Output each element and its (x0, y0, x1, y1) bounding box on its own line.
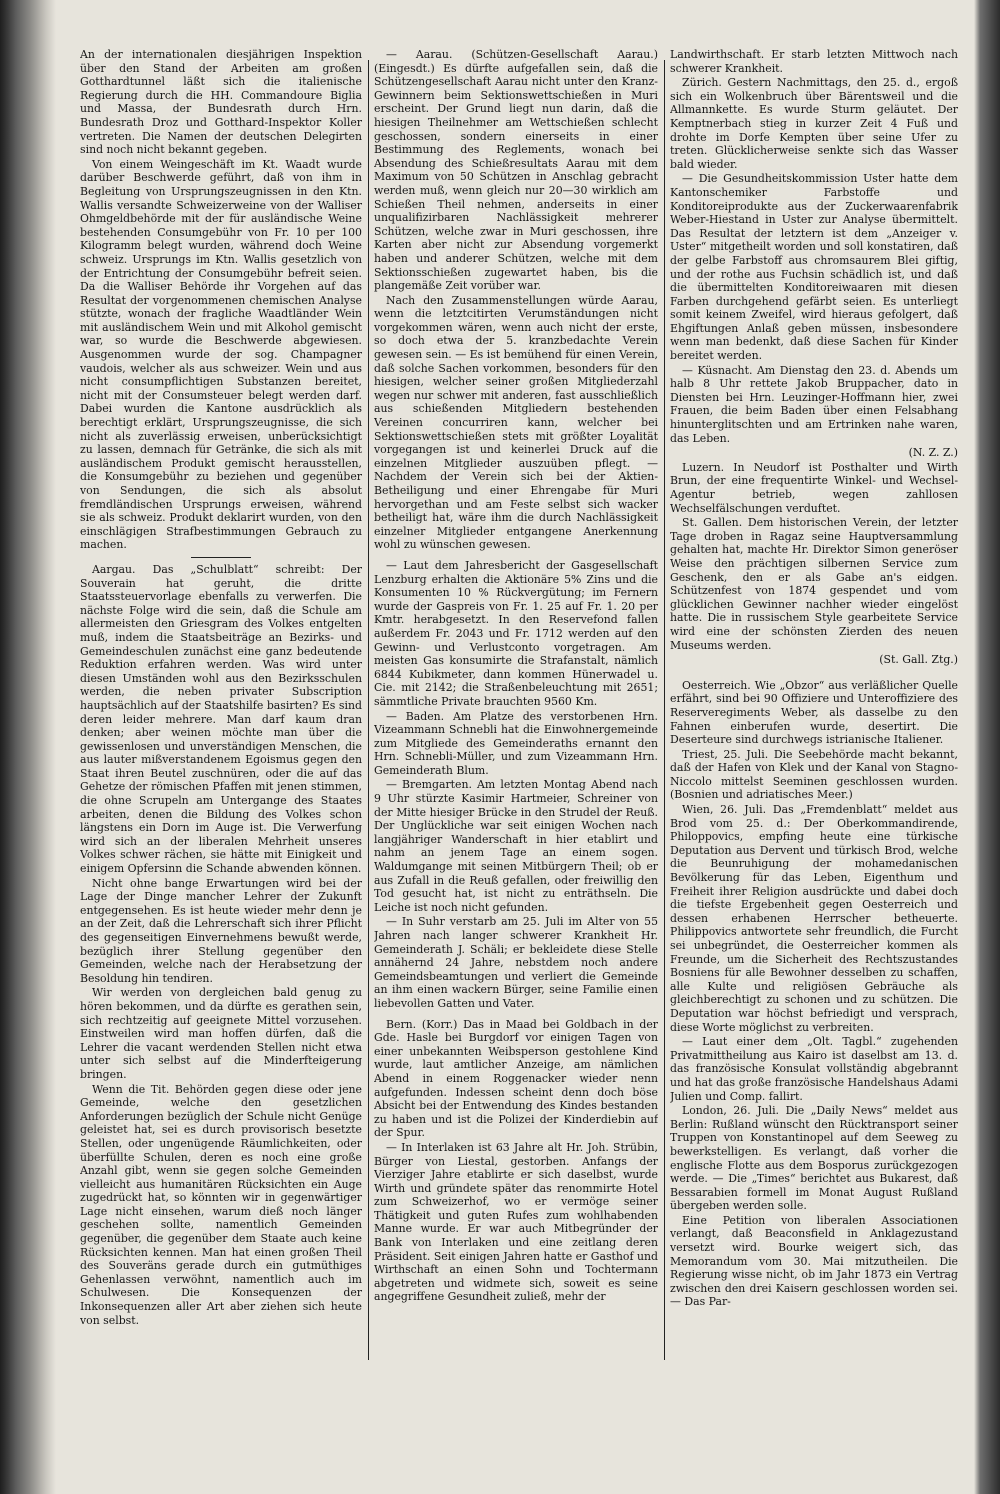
article-paragraph: Von einem Weingeschäft im Kt. Waadt wurde darüber Beschwerde geführt, daß von ihm in Begleitung von Ursprungszeugnissen in den Ktn. Wallis versandte Schweizerweine von der Walliser Ohmgeldbehörde mit der für ausländische Weine bestehenden Consumgebühr von Fr. 10 per 100 Kilogramm belegt wurden, während doch Weine schweiz. Ursprungs im Ktn. Wallis gesetzlich von der Entrichtung der Consumgebühr befreit seien. Da die Walliser Behörde ihr Vorgehen auf das Resultat der vorgenommenen chemischen Analyse stützte, wonach der fragliche Waadtländer Wein mit ausländischem Wein und mit Alkohol gemischt war, so wurde die Beschwerde abgewiesen. Ausgenommen wurde der sog. Champagner vaudois, welcher als aus schweizer. Wein und aus nicht consumpflichtigen Substanzen bereitet, nicht mit der Consumsteuer belegt werden darf. Dabei wurden die Kantone ausdrücklich als berechtigt erklärt, Ursprungszeugnisse, die sich nicht als zuverlässig erweisen, unberücksichtigt zu lassen, demnach für Getränke, die sich als mit ausländischem Produkt gemischt herausstellen, die Konsumgebühr zu beziehen und gegenüber von Sendungen, die sich als absolut fremdländischen Ursprungs erweisen, während sie als schweiz. Produkt deklarirt wurden, von den einschlägigen Strafbestimmungen Gebrauch zu machen. (80, 157, 362, 552)
separator-line (191, 557, 251, 558)
article-paragraph: — Aarau. (Schützen-Gesellschaft Aarau.) (Eingesdt.) Es dürfte aufgefallen sein, daß die Schützengesellschaft Aarau nicht unter den Kranz-Gewinnern beim Sektionswettschießen in Muri erscheint. Der Grund liegt nun darin, daß die hiesigen Theilnehmer am Wettschießen schlecht geschossen, sondern einerseits in einer Bestimmung des Reglements, wonach bei Absendung des Schießresultats Aarau mit dem Maximum von 50 Schützen in Anschlag gebracht werden muß, wenn gleich nur 20—30 wirklich am Schießen Theil nehmen, anderseits in einer unqualifizirbaren Nachlässigkeit mehrerer Schützen, welche zwar in Muri geschossen, ihre Karten aber nicht zur Absendung vorgemerkt haben und anderer Schützen, welche mit dem Sektionsschießen zugewartet haben, bis die plangemäße Zeit vorüber war. (374, 48, 658, 293)
article-paragraph: Wir werden von dergleichen bald genug zu hören bekommen, und da dürfte es gerathen sein, sich rechtzeitig auf geeignete Mittel vorzusehen. Einstweilen wird man hoffen dürfen, daß die Lehrer die vacant werdenden Stellen nicht etwa unter sich selbst auf die Minderfteigerung bringen. (80, 986, 362, 1081)
source-credit: (St. Gall. Ztg.) (879, 653, 958, 667)
column-3 (670, 48, 958, 1378)
binding-shadow (0, 0, 56, 1494)
article-paragraph: — Baden. Am Platze des verstorbenen Hrn. Vizeammann Schnebli hat die Einwohnergemeinde zum Mitgliede des Gemeinderaths ernannt den Hrn. Schnebli-Müller, und zum Vizeammann Hrn. Gemeinderath Blum. (374, 709, 658, 777)
article-paragraph: Zürich. Gestern Nachmittags, den 25. d., ergoß sich ein Wolkenbruch über Bärentsweil und die Allmannkette. Es wurde Sturm geläutet. Der Kemptnerbach stieg in kurzer Zeit 4 Fuß und drohte im Dorfe Kempten über seine Ufer zu treten. Glücklicherweise senkte sich das Wasser bald wieder. (670, 76, 958, 171)
article-paragraph: — Die Gesundheitskommission Uster hatte dem Kantonschemiker Farbstoffe und Konditoreiprodukte aus der Zuckerwaarenfabrik Weber-Hiestand in Uster zur Analyse übermittelt. Das Resultat der letztern ist dem „Anzeiger v. Uster“ mitgetheilt worden und soll konstatiren, daß der gelbe Farbstoff aus chromsaurem Blei giftig, und der rothe aus Fuchsin schädlich ist, und daß die übermittelten Konditoreiwaaren mit diesen Farben durchgehend gefärbt seien. Es unterliegt somit keinem Zweifel, wird hieraus gefolgert, daß Ehgiftungen Anlaß geben müssen, insbesondere wenn man bedenkt, daß diese Sachen für Kinder bereitet werden. (670, 172, 958, 363)
article-paragraph: — Küsnacht. Am Dienstag den 23. d. Abends um halb 8 Uhr rettete Jakob Bruppacher, dato in Diensten bei Hrn. Leuzinger-Hoffmann hier, zwei Frauen, die beim Baden über einen Felsabhang hinunterglitschten und am Ertrinken nahe waren, das Leben. (670, 363, 958, 445)
article-paragraph: Nach den Zusammenstellungen würde Aarau, wenn die letztcitirten Verumständungen nicht vorgekommen wären, wenn auch nicht der erste, so doch etwa der 5. kranzbedachte Verein gewesen sein. — Es ist bemühend für einen Verein, daß solche Sachen vorkommen, besonders für den hiesigen, welcher seiner großen Mitgliederzahl wegen nur schwer mit anderen, fast ausschließlich aus schießenden Mitgliedern bestehenden Vereinen concurriren kann, welcher bei Sektionswettschießen stets mit größter Loyalität vorgegangen ist und keinerlei Druck auf die einzelnen Mitglieder auszuüben pflegt. — Nachdem der Verein sich bei der Aktien-Betheiligung und einer Ehrengabe für Muri hervorgethan und am Feste selbst sich wacker betheiligt hat, wäre ihm die durch Nachlässigkeit einzelner Mitglieder entgangene Anerkennung wohl zu wünschen gewesen. (374, 293, 658, 552)
article-paragraph: — Laut dem Jahresbericht der Gasgesellschaft Lenzburg erhalten die Aktionäre 5% Zins und die Konsumenten 10 % Rückvergütung; im Fernern wurde der Gaspreis von Fr. 1. 25 auf Fr. 1. 20 per Kmtr. herabgesetzt. In den Reservefond fallen außerdem Fr. 2043 und Fr. 1712 werden auf den Gewinn- und Verlustconto vorgetragen. Am meisten Gas konsumirte die Strafanstalt, nämlich 6844 Kubikmeter, dann kommen Hünerwadel u. Cie. mit 2142; die Straßenbeleuchtung mit 2651; sämmtliche Private brauchten 9560 Km. (374, 558, 658, 708)
column-rule (664, 60, 665, 1360)
page-edge (974, 0, 1000, 1494)
column-2 (374, 48, 658, 1378)
article-paragraph: Eine Petition von liberalen Associationen verlangt, daß Beaconsfield in Anklagezustand versetzt wird. Bourke weigert sich, das Memorandum vom 30. Mai mitzutheilen. Die Regierung wisse nicht, ob im Jahr 1873 ein Vertrag zwischen den drei Kaisern geschlossen worden sei. — Das Par- (670, 1213, 958, 1309)
article-paragraph: Triest, 25. Juli. Die Seebehörde macht bekannt, daß der Hafen von Klek und der Kanal von Stagno-Niccolo mittelst Seeminen geschlossen wurden. (Bosnien und adriatisches Meer.) (670, 747, 958, 802)
article-paragraph: — In Suhr verstarb am 25. Juli im Alter von 55 Jahren nach langer schwerer Krankheit Hr. Gemeinderath J. Schäli; er bekleidete diese Stelle annähernd 24 Jahre, nebstdem noch andere Gemeindsbeamtungen und verliert die Gemeinde an ihm einen wackern Bürger, seine Familie einen liebevollen Gatten und Vater. (374, 915, 658, 1010)
article-paragraph: Aargau. Das „Schulblatt“ schreibt: Der Souverain hat geruht, die dritte Staatssteuervorlage ebenfalls zu verwerfen. Die nächste Folge wird die sein, daß die Schule am allermeisten den Griesgram des Volkes entgelten muß, indem die Staatsbeiträge an Bezirks- und Gemeindeschulen zunächst eine ganz bedeutende Reduktion erfahren werden. Was wird unter diesen Umständen wohl aus den Bezirksschulen werden, die neben privater Subscription hauptsächlich auf der Staatshilfe basirten? Es sind deren leider mehrere. Man darf kaum dran denken; aber weinen möchte man über die gewissenlosen und unverständigen Menschen, die aus lauter mißverstandenem Egoismus gegen den Staat ihren Beutel zuschnüren, oder die auf das Gehetze der römischen Pfaffen mit jenen stimmen, die ohne Scrupeln am Untergange des Staates arbeiten, denen die Bildung des Volkes schon längstens ein Dorn im Auge ist. Die Verwerfung wird sich an der liberalen Mehrheit unseres Volkes schwer rächen, sie hätte mit Einigkeit und einigem Opfersinn die Schande abwenden können. (80, 562, 362, 876)
article-paragraph: Bern. (Korr.) Das in Maad bei Goldbach in der Gde. Hasle bei Burgdorf vor einigen Tagen von einer unbekannten Weibsperson gestohlene Kind wurde, laut amtlicher Anzeige, am nämlichen Abend in einem Roggenacker wieder nenn aufgefunden. Indessen scheint denn doch böse Absicht bei der Entwendung des Kindes bestanden zu haben und ist die Polizei der Kinderdiebin auf der Spur. (374, 1017, 658, 1140)
article-paragraph: — Laut einer dem „Olt. Tagbl.“ zugehenden Privatmittheilung aus Kairo ist daselbst am 13. d. das französische Konsulat vollständig abgebrannt und hat das große französische Handelshaus Adami Julien und Comp. fallirt. (670, 1035, 958, 1103)
source-credit: (N. Z. Z.) (908, 446, 958, 460)
article-paragraph: Landwirthschaft. Er starb letzten Mittwoch nach schwerer Krankheit. (670, 48, 958, 75)
article-paragraph: — In Interlaken ist 63 Jahre alt Hr. Joh. Strübin, Bürger von Liestal, gestorben. Anfangs der Vierziger Jahre etablirte er sich daselbst, wurde Wirth und gründete später das renommirte Hotel zum Schweizerhof, wo er vermöge seiner Thätigkeit und guten Rufes zum wohlhabenden Manne wurde. Er war auch Mitbegründer der Bank von Interlaken und eine zeitlang deren Präsident. Seit einigen Jahren hatte er Gasthof und Wirthschaft an einen Sohn und Tochtermann abgetreten und widmete sich, soweit es seine angegriffene Gesundheit zuließ, mehr der (374, 1140, 658, 1304)
article-paragraph: An der internationalen diesjährigen Inspektion über den Stand der Arbeiten am großen Gotthardtunnel läßt sich die italienische Regierung durch die HH. Commandoure Biglia und Massa, der Bundesrath durch Hrn. Bundesrath Droz und Gotthard-Inspektor Koller vertreten. Die Namen der deutschen Delegirten sind noch nicht bekannt gegeben. (80, 48, 362, 157)
article-paragraph: Nicht ohne bange Erwartungen wird bei der Lage der Dinge mancher Lehrer der Zukunft entgegensehen. Es ist heute wieder mehr denn je an der Zeit, daß die Lehrerschaft sich ihrer Pflicht des gegenseitigen Einvernehmens bewußt werde, bezüglich ihrer Stellung gegenüber den Gemeinden, welche nach der Herabsetzung der Besoldung hin tendiren. (80, 876, 362, 985)
article-paragraph: — Bremgarten. Am letzten Montag Abend nach 9 Uhr stürzte Kasimir Hartmeier, Schreiner von der Mitte hiesiger Brücke in den Strudel der Reuß. Der Unglückliche war seit einigen Wochen nach langjähriger Wanderschaft in hier etablirt und nahm an jenem Tage an einem sogen. Waldumgange mit seinen Mitbürgern Theil; ob er aus Zufall in die Reuß gefallen, oder freiwillig den Tod gesucht hat, ist nicht zu enträthseln. Die Leiche ist noch nicht gefunden. (374, 778, 658, 914)
article-paragraph: Wenn die Tit. Behörden gegen diese oder jene Gemeinde, welche den gesetzlichen Anforderungen bezüglich der Schule nicht Genüge geleistet hat, sei es durch provisorisch besetzte Stellen, oder ungenügende Räumlichkeiten, oder überfüllte Schulen, deren es noch eine große Anzahl gibt, wenn sie gegen solche Gemeinden vielleicht aus humanitären Rücksichten ein Auge zugedrückt hat, so könnten wir in gegenwärtiger Lage nicht einsehen, warum dieß noch länger geschehen sollte, namentlich Gemeinden gegenüber, die gegenüber dem Staate auch keine Rücksichten kennen. Man hat einen großen Theil des Souveräns gerade durch ein gutmüthiges Gehenlassen verwöhnt, namentlich auch im Schulwesen. Die Konsequenzen der Inkonsequenzen aller Art aber ziehen sich heute von selbst. (80, 1082, 362, 1327)
article-paragraph: Wien, 26. Juli. Das „Fremdenblatt“ meldet aus Brod vom 25. d.: Der Oberkommandirende, Philoppovics, empfing heute eine türkische Deputation aus Dervent und türkisch Brod, welche die Beunruhigung der mohamedanischen Bevölkerung für das Leben, Eigenthum und Freiheit ihrer Religion ausdrückte und dabei doch die tiefste Ergebenheit gegen Oesterreich und dessen erhabenen Herrscher betheuerte. Philippovics antwortete sehr freundlich, die Furcht sei unbegründet, die Oesterreicher kommen als Freunde, um die Sicherheit des Rechtszustandes Bosniens für alle Bewohner desselben zu schaffen, alle Kulte und religiösen Gebräuche als gleichberechtigt zu schonen und zu schützen. Die Deputation war höchst befriedigt und versprach, diese Worte möglichst zu verbreiten. (670, 803, 958, 1034)
article-paragraph: Oesterreich. Wie „Obzor“ aus verläßlicher Quelle erfährt, sind bei 90 Offiziere und Unteroffiziere des Reserveregiments Weber, als dasselbe zu den Fahnen einberufen wurde, desertirt. Die Deserteure sind durchwegs istrianische Italiener. (670, 678, 958, 747)
article-paragraph: London, 26. Juli. Die „Daily News“ meldet aus Berlin: Rußland wünscht den Rücktransport seiner Truppen von Konstantinopel auf dem Seeweg zu bewerkstelligen. Es verlangt, daß vorher die englische Flotte aus dem Bosporus zurückgezogen werde. — Die „Times“ berichtet aus Bukarest, daß Bessarabien formell im Monat August Rußland übergeben werden solle. (670, 1104, 958, 1213)
column-1 (80, 48, 362, 1378)
article-paragraph: St. Gallen. Dem historischen Verein, der letzter Tage droben in Ragaz seine Hauptversammlung gehalten hat, machte Hr. Direktor Simon generöser Weise den prächtigen silbernen Service zum Geschenk, den er als Gabe an's eidgen. Schützenfest von 1874 gespendet und vom glücklichen Gewinner nachher wieder eingelöst hatte. Die in russischem Style gearbeitete Service wird eine der schönsten Zierden des neuen Museums werden. (670, 516, 958, 652)
article-paragraph: Luzern. In Neudorf ist Posthalter und Wirth Brun, der eine frequentirte Winkel- und Wechsel-Agentur betrieb, wegen zahllosen Wechselfälschungen verduftet. (670, 460, 958, 515)
column-rule (368, 60, 369, 1360)
